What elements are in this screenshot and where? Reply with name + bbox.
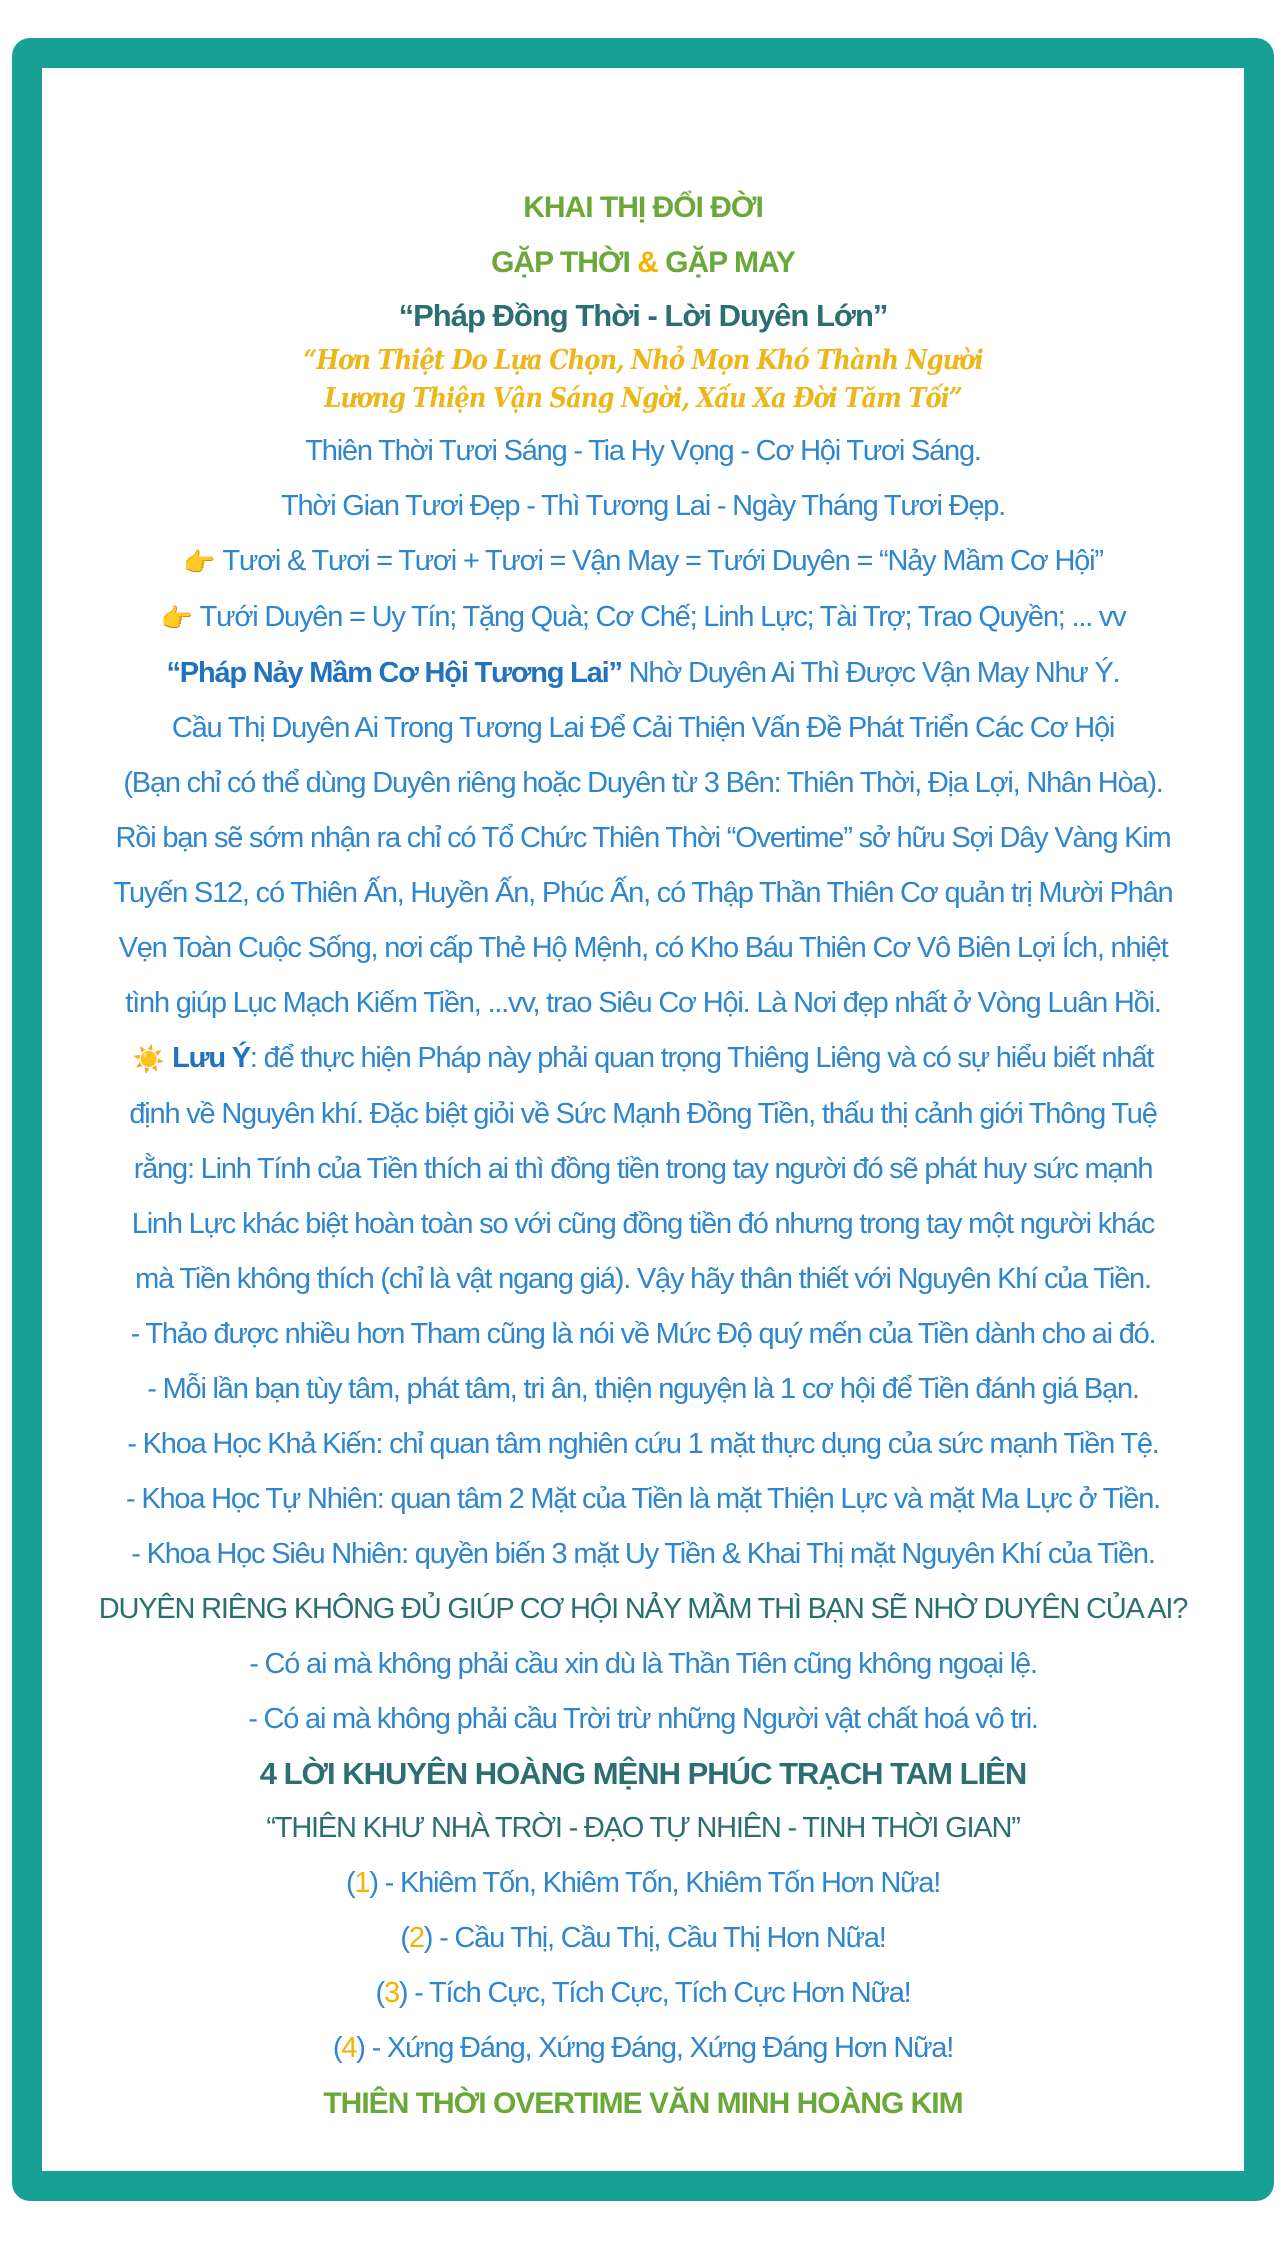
advice-text: ) - Xứng Đáng, Xứng Đáng, Xứng Đáng Hơn Nữa! <box>356 2032 954 2064</box>
text-line-with-icon <box>42 534 1244 590</box>
footer-title: THIÊN THỜI OVERTIME VĂN MINH HOÀNG KIM <box>323 2087 963 2120</box>
text-line: - Khoa Học Tự Nhiên: quan tâm 2 Mặt của Tiền là mặt Thiện Lực và mặt Ma Lực ở Tiền. <box>126 1483 1160 1515</box>
paren: ( <box>375 1977 384 2009</box>
text-line-body: Nhờ Duyên Ai Thì Được Vận May Như Ý. <box>621 657 1120 689</box>
advice-item-4 <box>42 2021 1244 2076</box>
text-line: Rồi bạn sẽ sớm nhận ra chỉ có Tổ Chức Thiên Thời “Overtime” sở hữu Sợi Dây Vàng Kim <box>115 822 1171 854</box>
text-line: rằng: Linh Tính của Tiền thích ai thì đồng tiền trong tay người đó sẽ phát huy sức mạnh <box>133 1153 1153 1185</box>
verse-line-1: “Hơn Thiệt Do Lựa Chọn, Nhỏ Mọn Khó Thành Người <box>303 345 983 376</box>
advice-text: ) - Khiêm Tốn, Khiêm Tốn, Khiêm Tốn Hơn Nữa! <box>369 1867 941 1899</box>
title-part-a: GẶP THỜI <box>491 246 638 279</box>
text-line: - Khoa Học Khả Kiến: chỉ quan tâm nghiên cứu 1 mặt thực dụng của sức mạnh Tiền Tệ. <box>127 1428 1159 1460</box>
text-line: Thời Gian Tươi Đẹp - Thì Tương Lai - Ngày Tháng Tươi Đẹp. <box>280 490 1006 522</box>
text-line-with-icon <box>42 590 1244 646</box>
method-name: “Pháp Nảy Mầm Cơ Hội Tương Lai” <box>166 657 622 689</box>
advice-text: ) - Tích Cực, Tích Cực, Tích Cực Hơn Nữa! <box>398 1977 911 2009</box>
content-frame <box>12 38 1274 2201</box>
paren: ( <box>345 1867 355 1899</box>
secondary-title <box>42 235 1244 290</box>
advice-number: 4 <box>341 2032 357 2064</box>
text-line: Vẹn Toàn Cuộc Sống, nơi cấp Thẻ Hộ Mệnh, có Kho Báu Thiên Cơ Vô Biên Lợi Ích, nhiệt <box>118 932 1168 964</box>
text-line: định về Nguyên khí. Đặc biệt giỏi về Sức Mạnh Đồng Tiền, thấu thị cảnh giới Thông Tuệ <box>129 1098 1157 1130</box>
text-line-body: Tưới Duyên = Uy Tín; Tặng Quà; Cơ Chế; Linh Lực; Tài Trợ; Trao Quyền; ... vv <box>199 601 1126 633</box>
text-line: - Thảo được nhiều hơn Tham cũng là nói về Mức Độ quý mến của Tiền dành cho ai đó. <box>130 1318 1156 1350</box>
advice-number: 1 <box>354 1867 370 1899</box>
text-line: - Mỗi lần bạn tùy tâm, phát tâm, tri ân, thiện nguyện là 1 cơ hội để Tiền đánh giá Bạn. <box>147 1373 1139 1405</box>
note-label: Lưu Ý <box>172 1042 250 1074</box>
text-line: Linh Lực khác biệt hoàn toàn so với cũng đồng tiền đó nhưng trong tay một người khác <box>131 1208 1155 1240</box>
text-line: mà Tiền không thích (chỉ là vật ngang giá). Vậy hãy thân thiết với Nguyên Khí của Tiền. <box>135 1263 1151 1295</box>
title-part-b: GẶP MAY <box>657 246 795 279</box>
pointing-hand-icon: 👉 <box>183 547 215 577</box>
text-line: - Khoa Học Siêu Nhiên: quyền biến 3 mặt Uy Tiền & Khai Thị mặt Nguyên Khí của Tiền. <box>131 1538 1155 1570</box>
title-ampersand: & <box>637 246 658 279</box>
text-line: Thiên Thời Tươi Sáng - Tia Hy Vọng - Cơ Hội Tươi Sáng. <box>305 435 981 467</box>
text-line: tình giúp Lục Mạch Kiếm Tiền, ...vv, trao Siêu Cơ Hội. Là Nơi đẹp nhất ở Vòng Luân Hồi. <box>125 987 1161 1019</box>
paren: ( <box>332 2032 342 2064</box>
question-line: DUYÊN RIÊNG KHÔNG ĐỦ GIÚP CƠ HỘI NẢY MẦM THÌ BẠN SẼ NHỜ DUYÊN CỦA AI? <box>98 1593 1188 1625</box>
document-content <box>42 68 1244 2171</box>
main-title: KHAI THỊ ĐỔI ĐỜI <box>523 191 763 224</box>
text-line: Tuyến S12, có Thiên Ấn, Huyền Ấn, Phúc Ấn, có Thập Thần Thiên Cơ quản trị Mười Phân <box>113 877 1173 909</box>
text-line-body: Tươi & Tươi = Tươi + Tươi = Vận May = Tưới Duyên = “Nảy Mầm Cơ Hội” <box>222 545 1103 577</box>
advice-item-3 <box>42 1966 1244 2021</box>
verse-line-2: Lương Thiện Vận Sáng Ngời, Xấu Xa Đời Tăm Tối” <box>324 383 962 414</box>
text-line: - Có ai mà không phải cầu xin dù là Thần Tiên cũng không ngoại lệ. <box>249 1648 1037 1680</box>
advice-item-1 <box>42 1856 1244 1911</box>
advice-text: ) - Cầu Thị, Cầu Thị, Cầu Thị Hơn Nữa! <box>423 1922 886 1954</box>
sun-icon: ☀️ <box>132 1044 165 1074</box>
text-line: - Có ai mà không phải cầu Trời trừ những Người vật chất hoá vô tri. <box>248 1703 1038 1735</box>
text-line: (Bạn chỉ có thể dùng Duyên riêng hoặc Duyên từ 3 Bên: Thiên Thời, Địa Lợi, Nhân Hòa). <box>123 767 1163 799</box>
paren: ( <box>400 1922 409 1954</box>
text-line-body: : để thực hiện Pháp này phải quan trọng Thiêng Liêng và có sự hiểu biết nhất <box>249 1042 1154 1074</box>
advice-motto: “THIÊN KHƯ NHÀ TRỜI - ĐẠO TỰ NHIÊN - TINH THỜI GIAN” <box>266 1812 1020 1844</box>
pointing-hand-icon: 👉 <box>160 603 192 633</box>
text-line <box>42 646 1244 701</box>
advice-item-2 <box>42 1911 1244 1966</box>
advice-number: 3 <box>383 1977 399 2009</box>
subtitle: “Pháp Đồng Thời - Lời Duyên Lớn” <box>398 298 888 333</box>
advice-title: 4 LỜI KHUYÊN HOÀNG MỆNH PHÚC TRẠCH TAM LIÊN <box>259 1756 1027 1791</box>
text-line: Cầu Thị Duyên Ai Trong Tương Lai Để Cải Thiện Vấn Đề Phát Triển Các Cơ Hội <box>171 712 1115 744</box>
advice-number: 2 <box>408 1922 424 1954</box>
note-line <box>42 1031 1244 1087</box>
